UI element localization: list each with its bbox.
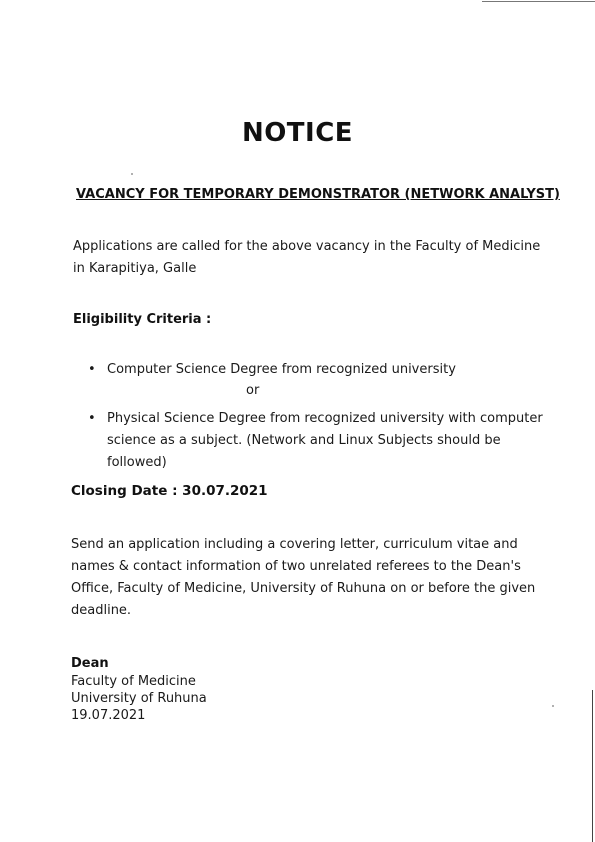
signatory-university: University of Ruhuna <box>71 691 207 706</box>
application-instructions: Send an application including a covering letter, curriculum vitae and names & contact information of two unrelated referees to the Dean's Office, Faculty of Medicine, University of Ruhuna on or before the given deadline. <box>71 537 536 618</box>
or-separator: or <box>246 383 260 398</box>
intro-paragraph: Applications are called for the above vacancy in the Faculty of Medicine in Karapitiya, Galle <box>73 239 541 276</box>
notice-title: NOTICE <box>241 118 354 148</box>
signatory-faculty: Faculty of Medicine <box>71 674 196 689</box>
scan-edge-top <box>482 1 595 2</box>
signatory-title: Dean <box>71 656 109 671</box>
vacancy-heading: VACANCY FOR TEMPORARY DEMONSTRATOR (NETWORK ANALYST) <box>76 187 560 202</box>
bullet-icon: • <box>88 362 96 377</box>
criteria-text: Physical Science Degree from recognized university with computer science as a subject. (Network and Linux Subjects should be followed) <box>107 411 543 470</box>
scan-edge-right <box>592 690 593 842</box>
criteria-text: Computer Science Degree from recognized university <box>107 362 456 377</box>
bullet-icon: • <box>88 411 96 426</box>
closing-date: Closing Date : 30.07.2021 <box>71 483 268 499</box>
scan-speck <box>552 705 554 707</box>
scan-speck <box>131 173 133 175</box>
eligibility-heading: Eligibility Criteria : <box>73 312 212 327</box>
notice-date: 19.07.2021 <box>71 708 146 723</box>
